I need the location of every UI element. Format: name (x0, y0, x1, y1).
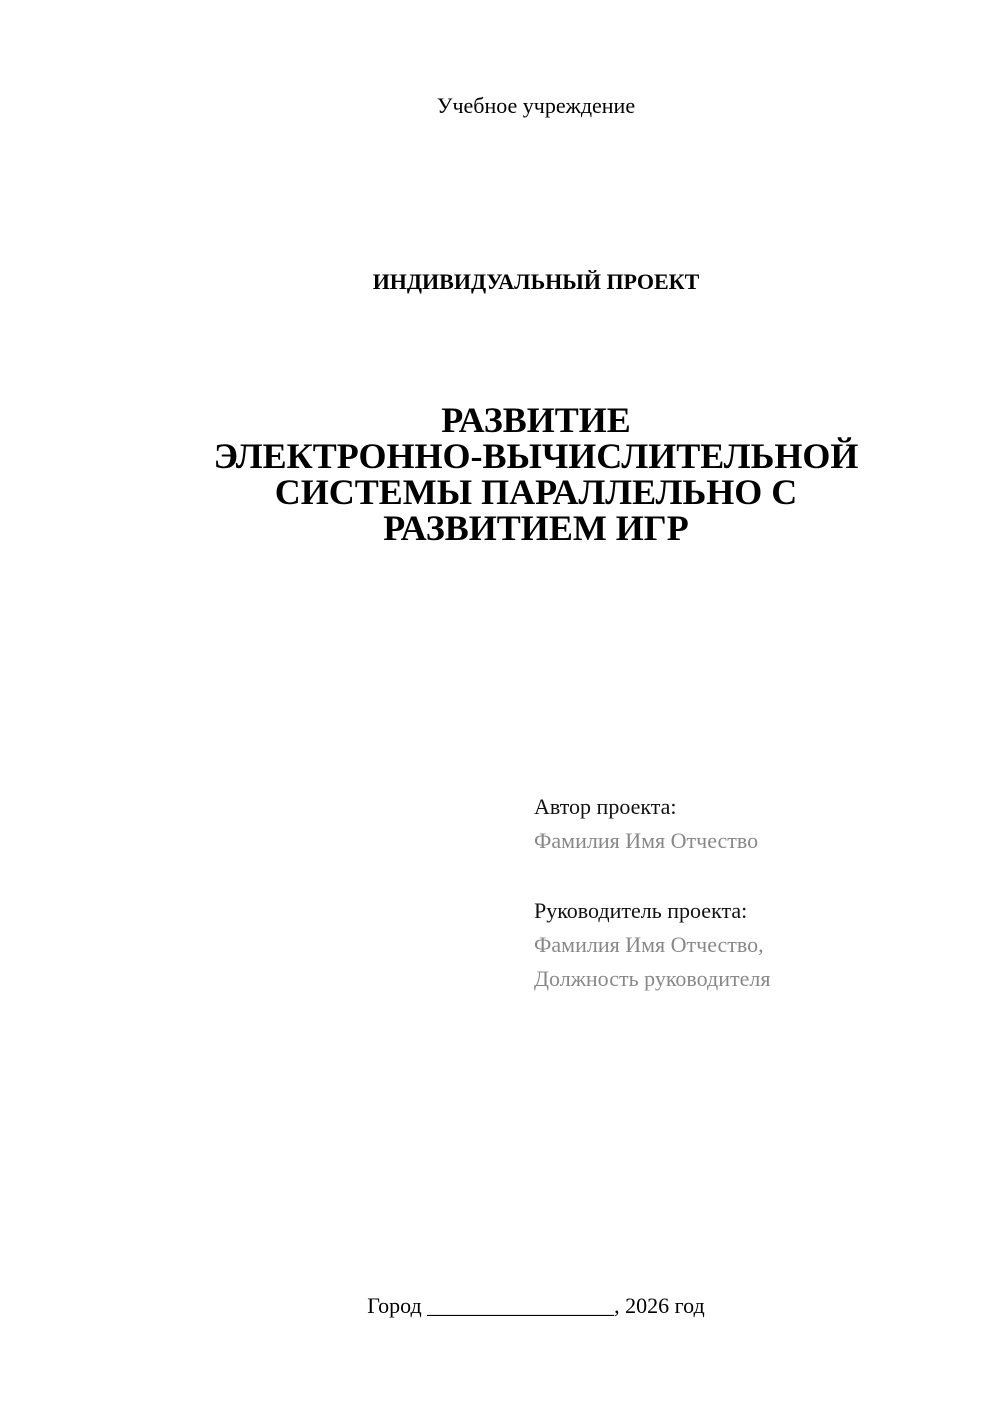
supervisor-position: Должность руководителя (534, 966, 771, 991)
institution-name: Учебное учреждение (436, 93, 636, 118)
supervisor-label: Руководитель проекта: (534, 898, 748, 923)
project-credits (534, 790, 964, 996)
city-year-line: Город _________________, 2026 год (367, 1293, 705, 1318)
project-title (0, 402, 1000, 546)
project-title-line: РАЗВИТИЕ (441, 400, 631, 440)
supervisor-name: Фамилия Имя Отчество, (534, 932, 764, 957)
credits-spacer (534, 858, 964, 894)
project-title-line: ЭЛЕКТРОННО-ВЫЧИСЛИТЕЛЬНОЙ (213, 436, 859, 476)
document-type: ИНДИВИДУАЛЬНЫЙ ПРОЕКТ (372, 269, 700, 294)
project-title-line: РАЗВИТИЕМ ИГР (383, 508, 689, 548)
author-label: Автор проекта: (534, 794, 677, 819)
author-name: Фамилия Имя Отчество (534, 828, 759, 853)
project-title-line: СИСТЕМЫ ПАРАЛЛЕЛЬНО С (274, 472, 798, 512)
